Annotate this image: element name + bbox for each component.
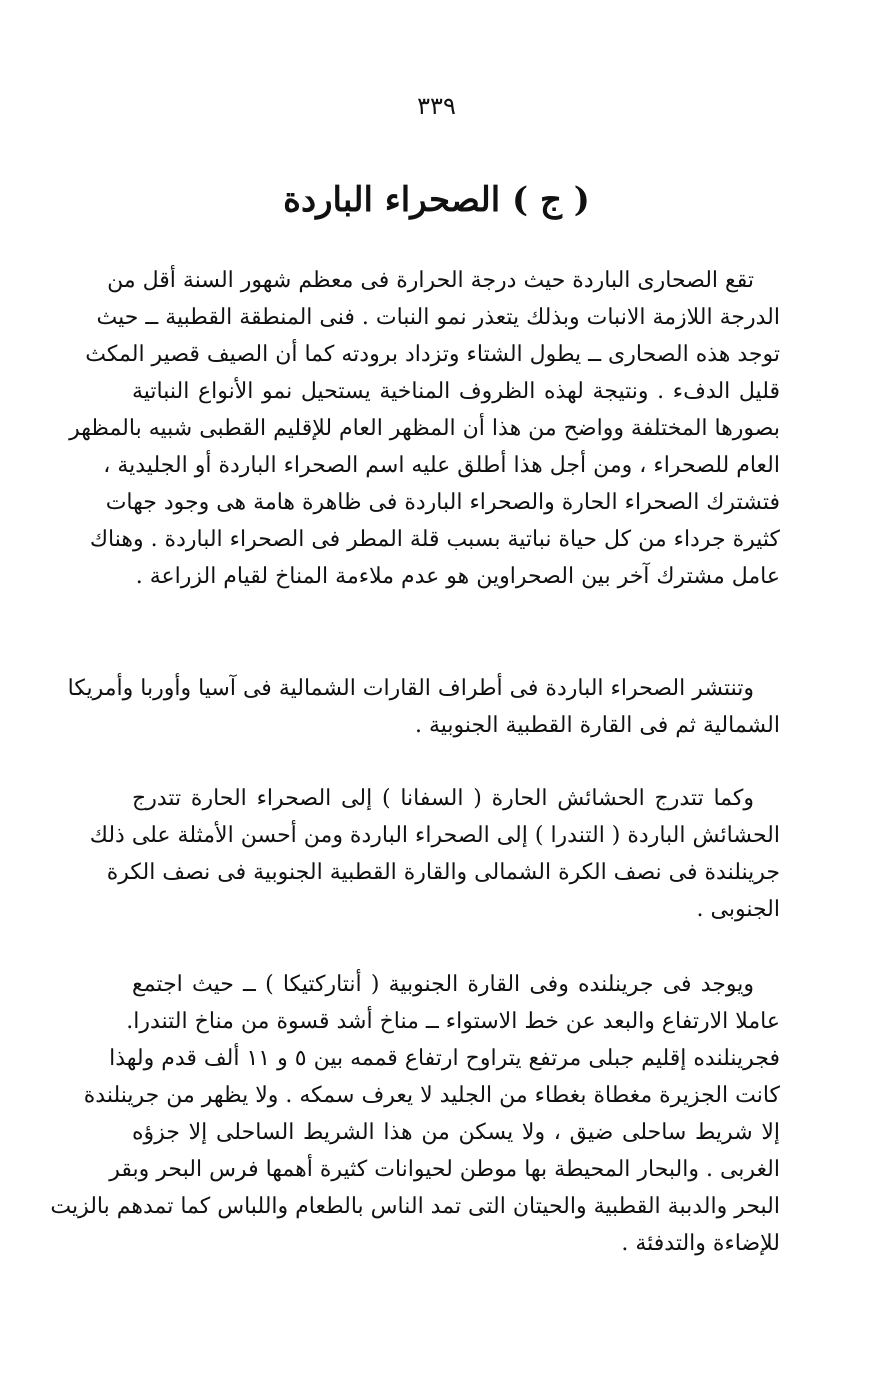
paragraph-line: الحشائش الباردة ( التندرا ) إلى الصحراء الباردة ومن أحسن الأمثلة على ذلك bbox=[89, 823, 780, 848]
paragraph-line: عامل مشترك آخر بين الصحراوين هو عدم ملاءمة المناخ لقيام الزراعة . bbox=[135, 564, 780, 589]
paragraph-line: تقع الصحارى الباردة حيث درجة الحرارة فى معظم شهور السنة أقل من bbox=[107, 268, 754, 293]
section-title: ( ج ) الصحراء الباردة bbox=[283, 180, 590, 220]
paragraph-line: العام للصحراء ، ومن أجل هذا أطلق عليه اسم الصحراء الباردة أو الجليدية ، bbox=[103, 453, 780, 478]
page-number: ٣٣٩ bbox=[417, 92, 456, 120]
paragraph-4 bbox=[50, 966, 780, 1262]
paragraph-line: الغربى . والبحار المحيطة بها موطن لحيوانات كثيرة أهمها فرس البحر وبقر bbox=[109, 1157, 780, 1182]
paragraph-line: بصورها المختلفة وواضح من هذا أن المظهر العام للإقليم القطبى شبيه بالمظهر bbox=[69, 416, 780, 441]
paragraph-line: وتنتشر الصحراء الباردة فى أطراف القارات الشمالية فى آسيا وأوربا وأمريكا bbox=[67, 676, 754, 701]
paragraph-line: للإضاءة والتدفئة . bbox=[621, 1231, 780, 1256]
paragraph-line: وكما تتدرج الحشائش الحارة ( السفانا ) إلى الصحراء الحارة تتدرج bbox=[132, 786, 754, 811]
paragraph-line: توجد هذه الصحارى ــ يطول الشتاء وتزداد برودته كما أن الصيف قصير المكث bbox=[85, 342, 780, 367]
paragraph-line: كانت الجزيرة مغطاة بغطاء من الجليد لا يعرف سمكه . ولا يظهر من جرينلندة bbox=[83, 1083, 780, 1108]
paragraph-line: البحر والدببة القطبية والحيتان التى تمد الناس بالطعام واللباس كما تمدهم بالزيت bbox=[50, 1194, 780, 1219]
paragraph-line: فتشترك الصحراء الحارة والصحراء الباردة فى ظاهرة هامة هى وجود جهات bbox=[105, 490, 780, 515]
paragraph-3 bbox=[89, 780, 780, 928]
paragraph-line: جرينلندة فى نصف الكرة الشمالى والقارة القطبية الجنوبية فى نصف الكرة bbox=[106, 860, 780, 885]
paragraph-2 bbox=[67, 670, 780, 744]
paragraph-line: قليل الدفء . ونتيجة لهذه الظروف المناخية يستحيل نمو الأنواع النباتية bbox=[132, 379, 780, 404]
paragraph-1 bbox=[69, 262, 780, 595]
paragraph-line: فجرينلنده إقليم جبلى مرتفع يتراوح ارتفاع قممه بين ٥ و ١١ ألف قدم ولهذا bbox=[109, 1046, 780, 1071]
paragraph-line: الدرجة اللازمة الانبات وبذلك يتعذر نمو النبات . فنى المنطقة القطبية ــ حيث bbox=[96, 305, 780, 330]
paragraph-line: الجنوبى . bbox=[696, 897, 780, 922]
paragraph-line: عاملا الارتفاع والبعد عن خط الاستواء ــ مناخ أشد قسوة من مناخ التندرا. bbox=[126, 1009, 780, 1034]
paragraph-line: إلا شريط ساحلى ضيق ، ولا يسكن من هذا الشريط الساحلى إلا جزؤه bbox=[132, 1120, 780, 1145]
paragraph-line: كثيرة جرداء من كل حياة نباتية بسبب قلة المطر فى الصحراء الباردة . وهناك bbox=[89, 527, 780, 552]
paragraph-line: الشمالية ثم فى القارة القطبية الجنوبية . bbox=[414, 713, 780, 738]
paragraph-line: ويوجد فى جرينلنده وفى القارة الجنوبية ( أنتاركتيكا ) ــ حيث اجتمع bbox=[132, 972, 754, 997]
